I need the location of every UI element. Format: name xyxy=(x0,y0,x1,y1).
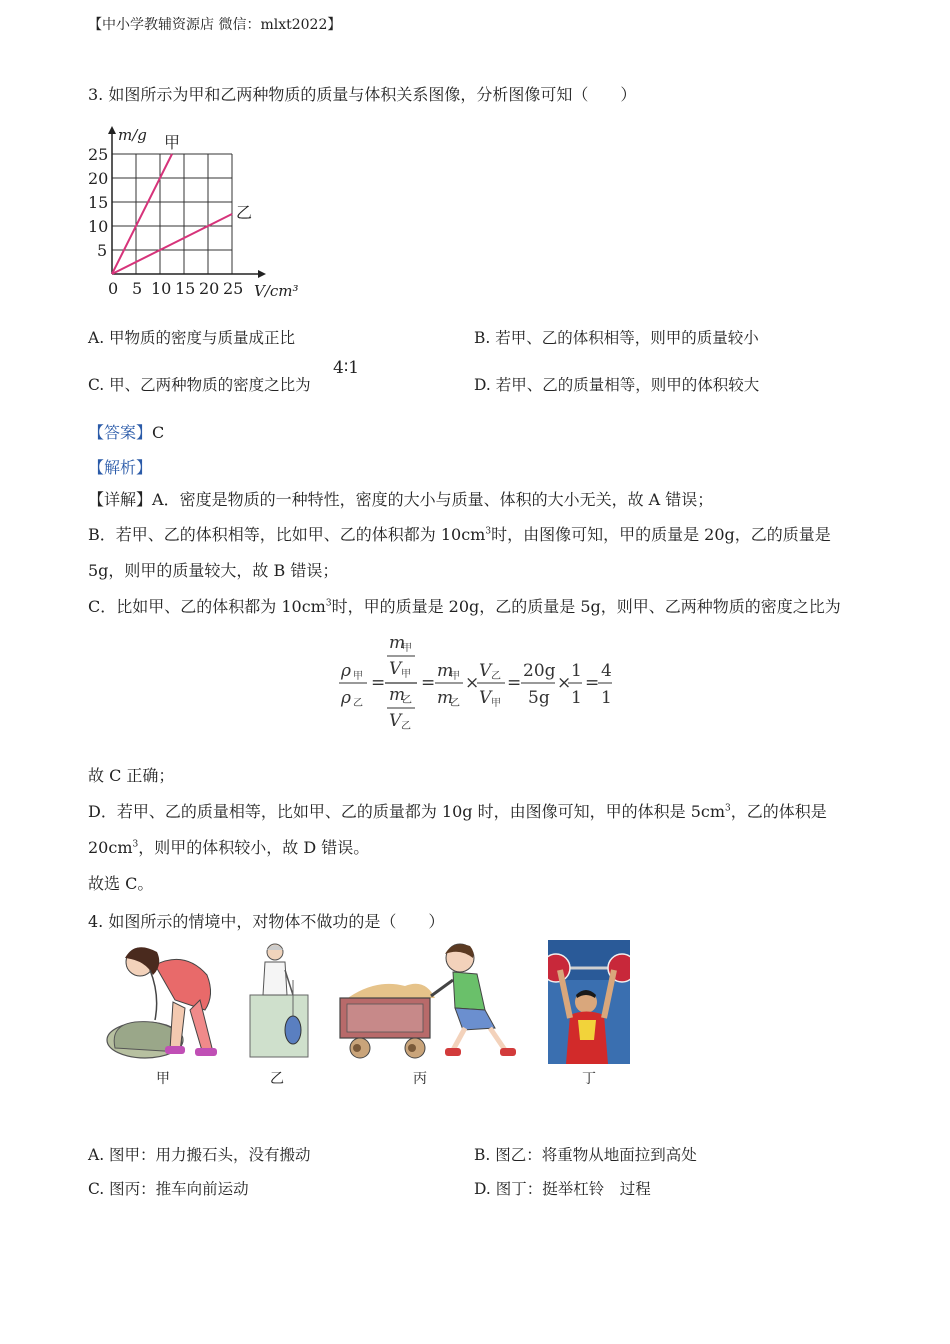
chart-lines xyxy=(112,154,232,274)
detail-c-line1a: C．比如甲、乙的体积都为 10cm xyxy=(88,597,326,616)
m-yi: m xyxy=(437,688,454,708)
picture-jia-lifting-stone xyxy=(95,940,225,1065)
times-1: × xyxy=(465,673,480,693)
detail-b-line1b: 时，由图像可知，甲的质量是 20g，乙的质量是 xyxy=(491,525,831,544)
detail-d-line1a: D．若甲、乙的质量相等，比如甲、乙的质量都为 10g 时，由图像可知，甲的体积是 5cm xyxy=(88,802,726,821)
detail-b-line1a: B．若甲、乙的体积相等，比如甲、乙的体积都为 10cm xyxy=(88,525,486,544)
conclusion: 故选 C。 xyxy=(88,874,154,893)
rho-jia: ρ xyxy=(341,661,351,681)
m-jia: m xyxy=(437,661,454,681)
times-2: × xyxy=(557,673,572,693)
x-tick-label: 25 xyxy=(223,279,244,298)
answer-tag: 【答案】 xyxy=(88,423,153,442)
superscript: 3 xyxy=(485,526,492,537)
detail-c-line1b: 时，甲的质量是 20g，乙的质量是 5g，则甲、乙两种物质的密度之比为 xyxy=(331,597,841,616)
caption-jia: 甲 xyxy=(156,1071,170,1087)
equals-3: = xyxy=(507,673,522,693)
series-label: 甲 xyxy=(164,133,181,152)
q3-stem: 3. 如图所示为甲和乙两种物质的质量与体积关系图像，分析图像可知（ ） xyxy=(88,85,637,104)
y-tick-label: 25 xyxy=(88,145,109,164)
caption-bing: 丙 xyxy=(413,1071,427,1087)
detail-d-line2b: ，则甲的体积较小，故 D 错误。 xyxy=(138,838,370,857)
num-1c: 1 xyxy=(601,688,612,708)
detail-a: A．密度是物质的一种特性，密度的大小与质量、体积的大小无关，故 A 错误； xyxy=(152,490,714,509)
analysis-tag: 【解析】 xyxy=(88,458,153,477)
sub-yi: 乙 xyxy=(402,695,412,706)
x-tick-label: 5 xyxy=(132,279,143,298)
picture-ding-weightlifter xyxy=(548,940,630,1064)
detail-d-line1b: ，乙的体积是 xyxy=(730,802,827,821)
q3-mass-volume-chart xyxy=(88,122,308,307)
superscript: 3 xyxy=(132,839,139,850)
x-tick-label: 0 xyxy=(108,279,119,298)
num-5g: 5g xyxy=(528,688,550,708)
q4-stem: 4. 如图所示的情境中，对物体不做功的是（ ） xyxy=(88,912,445,931)
v-jia-top: V xyxy=(389,659,402,679)
q3-option-c: C. 甲、乙两种物质的密度之比为 xyxy=(88,376,311,394)
y-tick-label: 5 xyxy=(97,241,108,260)
num-4: 4 xyxy=(601,661,612,681)
chart-grid xyxy=(108,126,266,278)
v-yi: V xyxy=(479,661,492,681)
superscript: 3 xyxy=(325,598,332,609)
q3-option-c-ratio: 4∶1 xyxy=(333,358,360,378)
x-axis-arrow xyxy=(258,270,266,278)
q4-option-b: B. 图乙：将重物从地面拉到高处 xyxy=(474,1146,697,1164)
num-20g: 20g xyxy=(523,661,556,681)
equals-2: = xyxy=(421,673,436,693)
sub-yi: 乙 xyxy=(491,671,501,682)
num-1a: 1 xyxy=(571,661,582,681)
equals-1: = xyxy=(371,673,386,693)
detail-d-line2a: 20cm xyxy=(88,838,133,857)
caption-ding: 丁 xyxy=(582,1071,596,1087)
y-tick-label: 20 xyxy=(88,169,109,188)
sub-jia: 甲 xyxy=(402,643,412,654)
detail-tag: 【详解】 xyxy=(88,490,153,509)
page-header: 【中小学教辅资源店 微信：mlxt2022】 xyxy=(88,17,342,33)
series-label: 乙 xyxy=(236,203,253,222)
equals-4: = xyxy=(585,673,600,693)
series-line-jia xyxy=(112,154,172,274)
superscript: 3 xyxy=(725,803,731,814)
num-1b: 1 xyxy=(571,688,582,708)
series-line-yi xyxy=(112,214,232,274)
caption-yi: 乙 xyxy=(270,1071,284,1087)
q3-option-a: A. 甲物质的密度与质量成正比 xyxy=(88,329,296,347)
detail-b-line2: 5g，则甲的质量较大，故 B 错误； xyxy=(88,561,339,580)
y-tick-label: 10 xyxy=(88,217,109,236)
picture-bing-pushing-cart xyxy=(335,938,525,1066)
sub-yi: 乙 xyxy=(450,698,460,709)
x-tick-label: 20 xyxy=(199,279,220,298)
q4-option-d: D. 图丁：挺举杠铃 过程 xyxy=(474,1180,651,1198)
m-jia-top: m xyxy=(389,633,406,653)
sub-jia: 甲 xyxy=(450,671,460,682)
answer-value: C xyxy=(152,423,165,442)
picture-yi-pulling-weight xyxy=(245,940,313,1062)
x-axis-label: V/cm³ xyxy=(254,282,299,300)
y-tick-label: 15 xyxy=(88,193,109,212)
sub-yi: 乙 xyxy=(353,698,363,709)
y-axis-arrow xyxy=(108,126,116,134)
x-tick-label: 10 xyxy=(151,279,172,298)
y-axis-label: m/g xyxy=(118,126,147,144)
sub-yi: 乙 xyxy=(401,721,411,732)
q4-option-a: A. 图甲：用力搬石头，没有搬动 xyxy=(88,1146,311,1164)
sub-jia: 甲 xyxy=(491,698,501,709)
x-tick-label: 15 xyxy=(175,279,196,298)
rho-yi: ρ xyxy=(341,688,351,708)
m-yi-bottom: m xyxy=(389,685,406,705)
q4-option-c: C. 图丙：推车向前运动 xyxy=(88,1180,249,1198)
detail-c-line2: 故 C 正确； xyxy=(88,766,175,785)
v-yi-bottom: V xyxy=(389,711,402,731)
sub-jia: 甲 xyxy=(401,669,411,680)
q3-option-b: B. 若甲、乙的体积相等，则甲的质量较小 xyxy=(474,329,759,347)
q3-option-d: D. 若甲、乙的质量相等，则甲的体积较大 xyxy=(474,376,760,394)
density-ratio-formula xyxy=(335,628,625,738)
sub-jia: 甲 xyxy=(353,671,363,682)
v-jia: V xyxy=(479,688,492,708)
